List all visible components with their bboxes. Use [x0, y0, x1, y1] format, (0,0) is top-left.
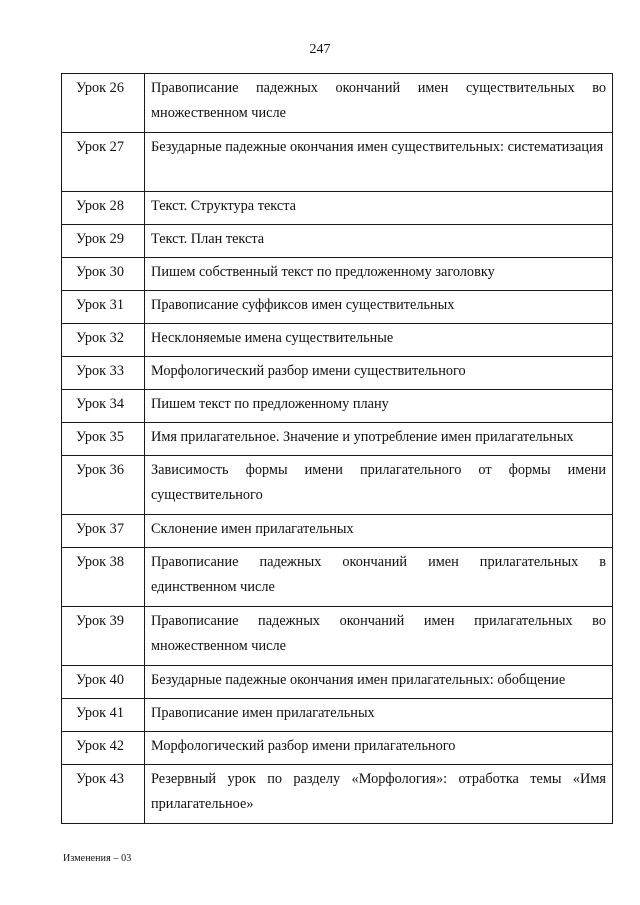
- lesson-number-cell: Урок 28: [62, 192, 145, 225]
- table-row: [62, 666, 613, 699]
- lessons-table: [61, 73, 613, 824]
- lesson-topic-cell: Текст. Структура текста: [145, 192, 613, 225]
- lesson-topic-cell: Текст. План текста: [145, 225, 613, 258]
- lesson-topic-cell: Морфологический разбор имени прилагательного: [145, 732, 613, 765]
- lesson-number-cell: Урок 31: [62, 291, 145, 324]
- table-row: [62, 456, 613, 515]
- lesson-number-cell: Урок 27: [62, 133, 145, 192]
- lesson-number-cell: Урок 30: [62, 258, 145, 291]
- table-row: [62, 192, 613, 225]
- table-row: [62, 390, 613, 423]
- table-row: [62, 765, 613, 824]
- table-row: [62, 732, 613, 765]
- table-row: [62, 699, 613, 732]
- lesson-number-cell: Урок 36: [62, 456, 145, 515]
- lesson-topic-cell: Безударные падежные окончания имен прилагательных: обобщение: [145, 666, 613, 699]
- table-row: [62, 548, 613, 607]
- table-row: [62, 324, 613, 357]
- table-row: [62, 607, 613, 666]
- lesson-number-cell: Урок 37: [62, 515, 145, 548]
- table-row: [62, 133, 613, 192]
- table-row: [62, 357, 613, 390]
- table-row: [62, 225, 613, 258]
- lessons-table-body: [62, 74, 613, 824]
- lesson-topic-cell: Несклоняемые имена существительные: [145, 324, 613, 357]
- lesson-number-cell: Урок 39: [62, 607, 145, 666]
- lesson-topic-cell: Правописание падежных окончаний имен существительных во множественном числе: [145, 74, 613, 133]
- lesson-number-cell: Урок 26: [62, 74, 145, 133]
- lesson-topic-cell: Зависимость формы имени прилагательного от формы имени существительного: [145, 456, 613, 515]
- lesson-topic-cell: Морфологический разбор имени существительного: [145, 357, 613, 390]
- table-row: [62, 515, 613, 548]
- lesson-topic-cell: Правописание падежных окончаний имен прилагательных в единственном числе: [145, 548, 613, 607]
- lesson-topic-cell: Склонение имен прилагательных: [145, 515, 613, 548]
- table-row: [62, 423, 613, 456]
- footer-revision-note: Изменения – 03: [63, 853, 132, 864]
- lesson-topic-cell: Резервный урок по разделу «Морфология»: отработка темы «Имя прилагательное»: [145, 765, 613, 824]
- lesson-topic-cell: Пишем собственный текст по предложенному заголовку: [145, 258, 613, 291]
- lesson-topic-cell: Правописание суффиксов имен существительных: [145, 291, 613, 324]
- lesson-topic-cell: Правописание падежных окончаний имен прилагательных во множественном числе: [145, 607, 613, 666]
- lesson-number-cell: Урок 32: [62, 324, 145, 357]
- lesson-topic-cell: Безударные падежные окончания имен существительных: систематизация: [145, 133, 613, 192]
- lesson-number-cell: Урок 29: [62, 225, 145, 258]
- lesson-number-cell: Урок 34: [62, 390, 145, 423]
- lesson-number-cell: Урок 42: [62, 732, 145, 765]
- lesson-number-cell: Урок 38: [62, 548, 145, 607]
- lesson-number-cell: Урок 41: [62, 699, 145, 732]
- lesson-topic-cell: Пишем текст по предложенному плану: [145, 390, 613, 423]
- table-row: [62, 74, 613, 133]
- lesson-topic-cell: Правописание имен прилагательных: [145, 699, 613, 732]
- page-number: 247: [309, 42, 331, 57]
- lesson-number-cell: Урок 43: [62, 765, 145, 824]
- table-row: [62, 258, 613, 291]
- lesson-number-cell: Урок 40: [62, 666, 145, 699]
- table-row: [62, 291, 613, 324]
- lesson-number-cell: Урок 35: [62, 423, 145, 456]
- lesson-topic-cell: Имя прилагательное. Значение и употребление имен прилагательных: [145, 423, 613, 456]
- lesson-number-cell: Урок 33: [62, 357, 145, 390]
